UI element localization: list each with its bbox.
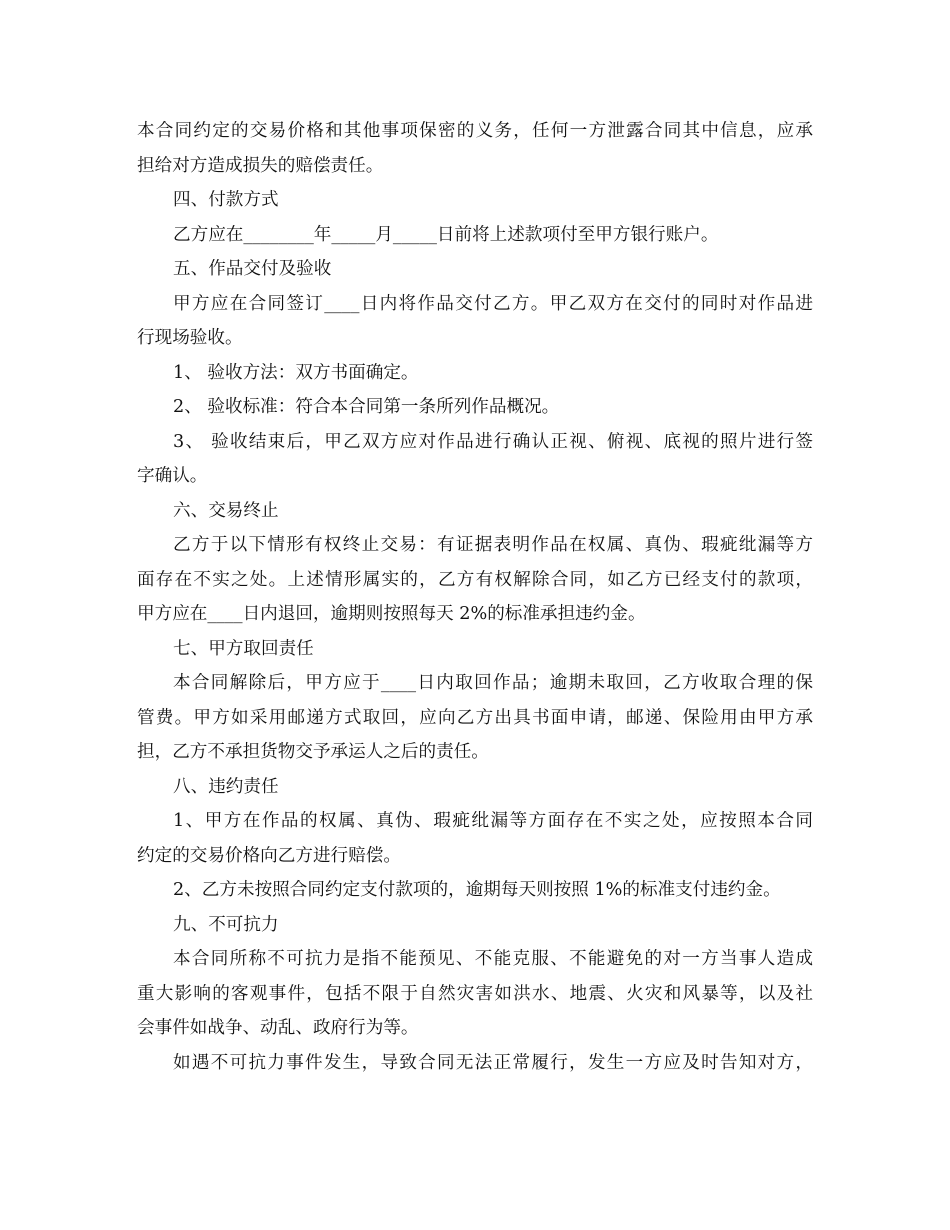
- text-line: 本合同解除后，甲方应于____日内取回作品；逾期未取回，乙方收取合理的保: [173, 673, 813, 693]
- text-line: 如遇不可抗力事件发生，导致合同无法正常履行，发生一方应及时告知对方，: [173, 1052, 813, 1073]
- list-item: 3、 验收结束后，甲乙双方应对作品进行确认正视、俯视、底视的照片进行签: [173, 431, 813, 452]
- text-line: 本合同所称不可抗力是指不能预见、不能克服、不能避免的对一方当事人造成: [173, 949, 813, 969]
- list-item: 2、乙方未按照合同约定支付款项的，逾期每天则按照 1%的标准支付违约金。: [173, 880, 781, 900]
- text-line: 本合同约定的交易价格和其他事项保密的义务，任何一方泄露合同其中信息，应承: [137, 121, 813, 141]
- text-line: 乙方应在________年_____月_____日前将上述款项付至甲方银行账户。: [173, 224, 719, 245]
- section-heading: 九、不可抗力: [173, 914, 279, 935]
- text-line: 管费。甲方如采用邮递方式取回，应向乙方出具书面申请，邮递、保险用由甲方承: [137, 707, 813, 728]
- text-line: 约定的交易价格向乙方进行赔偿。: [137, 845, 401, 866]
- text-line: 乙方于以下情形有权终止交易：有证据表明作品在权属、真伪、瑕疵纰漏等方: [173, 535, 813, 555]
- list-item: 2、 验收标准：符合本合同第一条所列作品概况。: [173, 397, 560, 417]
- text-line: 面存在不实之处。上述情形属实的，乙方有权解除合同，如乙方已经支付的款项，: [137, 569, 813, 590]
- text-line: 担，乙方不承担货物交予承运人之后的责任。: [137, 742, 489, 762]
- section-heading: 五、作品交付及验收: [173, 259, 332, 279]
- section-heading: 八、违约责任: [173, 776, 279, 797]
- text-line: 字确认。: [137, 466, 208, 486]
- text-line: 会事件如战争、动乱、政府行为等。: [137, 1018, 419, 1038]
- text-line: 甲方应在合同签订____日内将作品交付乙方。甲乙双方在交付的同时对作品进: [173, 293, 813, 314]
- text-line: 担给对方造成损失的赔偿责任。: [137, 155, 384, 176]
- text-line: 甲方应在____日内退回，逾期则按照每天 2%的标准承担违约金。: [137, 604, 646, 624]
- contract-text-body: [137, 114, 813, 1080]
- section-heading: 四、付款方式: [173, 190, 279, 210]
- text-line: 重大影响的客观事件，包括不限于自然灾害如洪水、地震、火灾和风暴等，以及社: [137, 983, 813, 1004]
- list-item: 1、甲方在作品的权属、真伪、瑕疵纰漏等方面存在不实之处，应按照本合同: [173, 811, 813, 831]
- section-heading: 七、甲方取回责任: [173, 638, 314, 659]
- list-item: 1、 验收方法：双方书面确定。: [173, 362, 419, 383]
- text-line: 行现场验收。: [137, 328, 243, 348]
- section-heading: 六、交易终止: [173, 500, 279, 521]
